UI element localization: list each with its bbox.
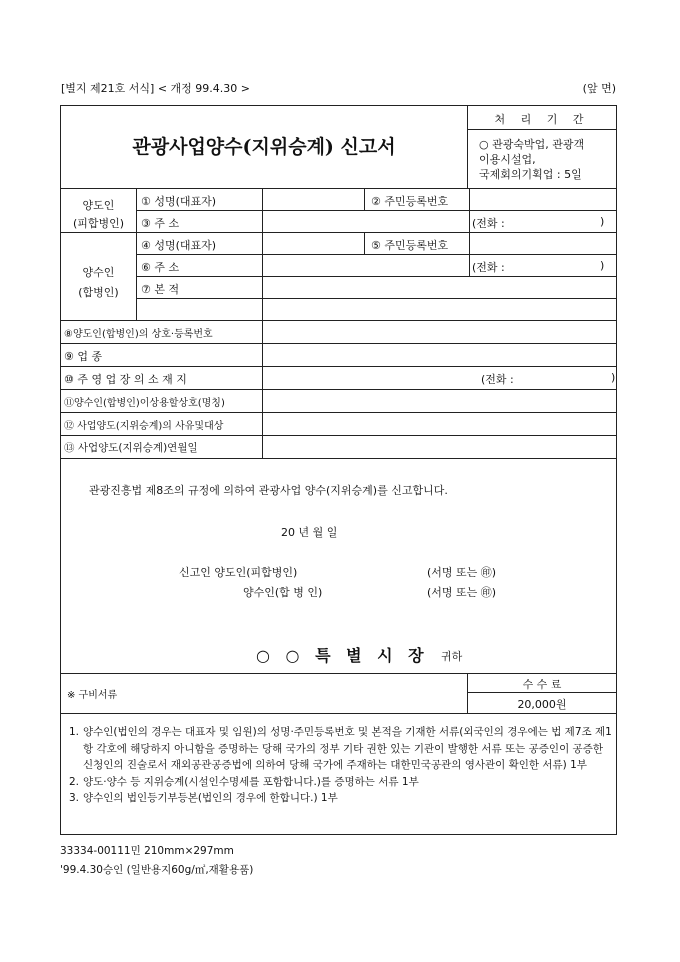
- row-12-label: ⑫ 사업양도(지위승계)의 사유및대상: [64, 421, 224, 432]
- row-11-label: ⑪양수인(합병인)이상용할상호(명칭): [64, 398, 225, 409]
- footer-form-code: 33334-00111민 210mm×297mm: [60, 845, 234, 857]
- divider: [61, 232, 616, 233]
- row-8-label: ⑧양도인(합병인)의 상호·등록번호: [64, 329, 213, 340]
- processing-line-3: 국제회의기획업 : 5일: [479, 168, 582, 181]
- divider: [61, 673, 616, 674]
- divider: [61, 435, 616, 436]
- divider: [136, 298, 616, 299]
- divider: [364, 232, 365, 254]
- divider: [61, 389, 616, 390]
- transferor-phone-open: (전화 :: [472, 217, 505, 230]
- transferee-address-label: ⑥ 주 소: [141, 261, 180, 274]
- divider: [467, 692, 616, 693]
- divider: [136, 254, 616, 255]
- row-13-label: ⑬ 사업양도(지위승계)연월일: [64, 442, 198, 454]
- divider: [469, 188, 470, 210]
- row-9-label: ⑨ 업 종: [64, 350, 103, 363]
- transferor-name-label: ① 성명(대표자): [141, 195, 217, 208]
- transferee-phone-close: ): [600, 259, 605, 272]
- item-number: 3.: [69, 792, 80, 805]
- declaration-statement: 관광진흥법 제8조의 규정에 의하여 관광사업 양수(지위승계)를 신고합니다.: [89, 484, 448, 497]
- processing-line-1: ○ 관광숙박업, 관광객: [479, 138, 585, 151]
- form-number: [별지 제21호 서식] < 개정 99.4.30 >: [61, 82, 250, 95]
- transferee-label: 양수인: [82, 266, 115, 279]
- divider: [262, 188, 263, 458]
- item-text: 양수인(법인의 경우는 대표자 및 임원)의 성명·주민등록번호 및 본적을 기재한 서류(외국인의 경우에는 법 제7조 제1항 각호에 해당하지 아니함을 증명하는 당해 국가의 정부 기타 권한 있는 기관이 발행한 서류 또는 공증인이 공증한 신청인의 진술로서 재외공관공증법에 의하여 당해 국가에 주재하는 대한민국공관의 영사관이 확인한 서류) 1부: [83, 726, 612, 772]
- row-10-phone-open: (전화 :: [481, 373, 514, 386]
- divider: [61, 188, 616, 189]
- divider: [136, 276, 616, 277]
- divider: [136, 210, 616, 211]
- addressee: ○ ○ 특 별 시 장: [256, 646, 429, 665]
- list-item: [69, 724, 614, 774]
- fee-value: 20,000원: [517, 698, 567, 711]
- transferee-rrn-label: ⑤ 주민등록번호: [371, 239, 449, 252]
- list-item: [69, 774, 614, 791]
- page-side-label: (앞 면): [582, 82, 616, 95]
- divider: [61, 713, 616, 714]
- transferee-sub-label: (합병인): [78, 286, 119, 299]
- attachment-list: [69, 724, 614, 807]
- divider: [61, 458, 616, 459]
- divider: [136, 188, 137, 320]
- form-title: 관광사업양수(지위승계) 신고서: [132, 136, 396, 158]
- transferee-name-label: ④ 성명(대표자): [141, 239, 217, 252]
- item-number: 2.: [69, 775, 80, 788]
- report-form: [60, 105, 617, 835]
- divider: [61, 366, 616, 367]
- row-10-label: ⑩ 주 영 업 장 의 소 재 지: [64, 373, 187, 386]
- transferor-sub-label: (피합병인): [72, 217, 125, 230]
- item-number: 1.: [69, 726, 80, 738]
- divider: [469, 254, 470, 276]
- divider: [469, 232, 470, 254]
- divider: [61, 412, 616, 413]
- signature-2: (서명 또는 ㊞): [427, 586, 497, 599]
- footer-approval: '99.4.30승인 (일반용지60g/㎡,재활용품): [60, 864, 254, 876]
- divider: [61, 343, 616, 344]
- fee-label: 수 수 료: [522, 678, 562, 691]
- attachments-label: ※ 구비서류: [67, 690, 118, 701]
- processing-period-label: 처 리 기 간: [494, 113, 590, 126]
- divider: [61, 320, 616, 321]
- transferor-label: 양도인: [82, 199, 115, 212]
- row-10-phone-close: ): [611, 371, 616, 384]
- transferor-phone-close: ): [600, 215, 605, 228]
- addressee-honorific: 귀하: [441, 650, 463, 663]
- transferor-rrn-label: ② 주민등록번호: [371, 195, 449, 208]
- applicant-label: 신고인 양도인(피합병인): [179, 566, 298, 579]
- item-text: 양수인의 법인등기부등본(법인의 경우에 한합니다.) 1부: [83, 792, 338, 805]
- transferee-domicile-label: ⑦ 본 적: [141, 283, 180, 296]
- item-text: 양도·양수 등 지위승계(시설인수명세를 포함합니다.)를 증명하는 서류 1부: [83, 775, 419, 788]
- divider: [364, 188, 365, 210]
- transferor-address-label: ③ 주 소: [141, 217, 180, 230]
- divider: [467, 129, 616, 130]
- list-item: [69, 790, 614, 807]
- processing-line-2: 이용시설업,: [479, 153, 536, 166]
- declaration-date: 20 년 월 일: [281, 526, 338, 539]
- divider: [469, 210, 470, 232]
- transferee-signer-label: 양수인(합 병 인): [243, 586, 323, 599]
- transferee-phone-open: (전화 :: [472, 261, 505, 274]
- signature-1: (서명 또는 ㊞): [427, 566, 497, 579]
